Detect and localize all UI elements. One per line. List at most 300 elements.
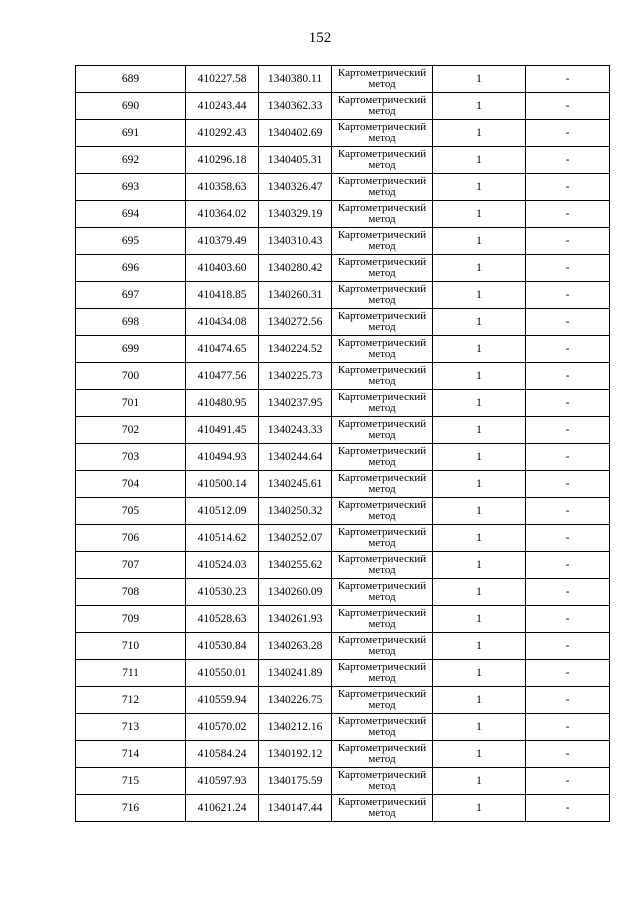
- method-line-1: Картометрический: [337, 634, 427, 646]
- accuracy-value: 1: [476, 288, 482, 301]
- x-coordinate: 410379.49: [197, 234, 247, 247]
- table-row: [76, 201, 610, 228]
- accuracy-value: 1: [476, 666, 482, 679]
- point-number: 715: [121, 774, 140, 787]
- x-coordinate-cell: [186, 201, 259, 228]
- accuracy-cell: [433, 282, 526, 309]
- x-coordinate-cell: [186, 687, 259, 714]
- point-number-cell: [76, 660, 186, 687]
- description-value: -: [565, 315, 570, 328]
- description-value: -: [565, 504, 570, 517]
- x-coordinate: 410550.01: [197, 666, 247, 679]
- description-cell: [526, 147, 610, 174]
- point-number: 696: [121, 261, 140, 274]
- point-number-cell: [76, 228, 186, 255]
- y-coordinate-cell: [259, 93, 332, 120]
- point-number: 692: [121, 153, 140, 166]
- y-coordinate-cell: [259, 579, 332, 606]
- method-cell: [332, 336, 433, 363]
- y-coordinate-cell: [259, 282, 332, 309]
- y-coordinate-cell: [259, 471, 332, 498]
- method-line-2: метод: [368, 780, 396, 792]
- y-coordinate-cell: [259, 201, 332, 228]
- point-number-cell: [76, 687, 186, 714]
- method-cell: [332, 471, 433, 498]
- accuracy-cell: [433, 174, 526, 201]
- page-number: 152: [308, 30, 332, 46]
- method-line-2: метод: [368, 321, 396, 333]
- method-line-1: Картометрический: [337, 337, 427, 349]
- description-cell: [526, 201, 610, 228]
- accuracy-cell: [433, 471, 526, 498]
- point-number-cell: [76, 255, 186, 282]
- accuracy-value: 1: [476, 369, 482, 382]
- description-cell: [526, 660, 610, 687]
- description-value: -: [565, 558, 570, 571]
- x-coordinate-cell: [186, 795, 259, 822]
- method-cell: [332, 309, 433, 336]
- method-cell: [332, 498, 433, 525]
- x-coordinate-cell: [186, 390, 259, 417]
- description-value: -: [565, 720, 570, 733]
- description-value: -: [565, 774, 570, 787]
- x-coordinate-cell: [186, 498, 259, 525]
- method-cell: [332, 282, 433, 309]
- y-coordinate-cell: [259, 120, 332, 147]
- method-line-1: Картометрический: [337, 391, 427, 403]
- table-row: [76, 363, 610, 390]
- method-line-2: метод: [368, 672, 396, 684]
- accuracy-value: 1: [476, 396, 482, 409]
- method-line-2: метод: [368, 591, 396, 603]
- accuracy-value: 1: [476, 207, 482, 220]
- point-number: 700: [121, 369, 140, 382]
- method-line-1: Картометрический: [337, 202, 427, 214]
- method-line-2: метод: [368, 348, 396, 360]
- point-number: 704: [121, 477, 140, 490]
- table-row: [76, 633, 610, 660]
- description-value: -: [565, 342, 570, 355]
- table-row: [76, 714, 610, 741]
- point-number: 697: [121, 288, 140, 301]
- description-value: -: [565, 153, 570, 166]
- point-number: 713: [121, 720, 140, 733]
- method-cell: [332, 606, 433, 633]
- x-coordinate-cell: [186, 282, 259, 309]
- y-coordinate-cell: [259, 309, 332, 336]
- method-line-2: метод: [368, 78, 396, 90]
- method-line-1: Картометрический: [337, 688, 427, 700]
- x-coordinate-cell: [186, 444, 259, 471]
- x-coordinate: 410559.94: [197, 693, 247, 706]
- accuracy-cell: [433, 795, 526, 822]
- point-number: 707: [121, 558, 140, 571]
- y-coordinate: 1340272.56: [267, 315, 323, 328]
- y-coordinate-cell: [259, 336, 332, 363]
- table-row: [76, 282, 610, 309]
- method-line-1: Картометрический: [337, 769, 427, 781]
- description-cell: [526, 282, 610, 309]
- method-line-1: Картометрический: [337, 499, 427, 511]
- point-number-cell: [76, 444, 186, 471]
- description-cell: [526, 471, 610, 498]
- accuracy-value: 1: [476, 315, 482, 328]
- point-number: 708: [121, 585, 140, 598]
- x-coordinate: 410621.24: [197, 801, 247, 814]
- accuracy-cell: [433, 606, 526, 633]
- x-coordinate: 410524.03: [197, 558, 247, 571]
- table-row: [76, 498, 610, 525]
- accuracy-value: 1: [476, 504, 482, 517]
- point-number-cell: [76, 309, 186, 336]
- method-line-1: Картометрический: [337, 121, 427, 133]
- description-value: -: [565, 126, 570, 139]
- y-coordinate: 1340380.11: [267, 72, 323, 85]
- y-coordinate-cell: [259, 417, 332, 444]
- accuracy-cell: [433, 552, 526, 579]
- method-cell: [332, 120, 433, 147]
- method-line-1: Картометрический: [337, 526, 427, 538]
- x-coordinate-cell: [186, 255, 259, 282]
- accuracy-cell: [433, 309, 526, 336]
- x-coordinate-cell: [186, 525, 259, 552]
- x-coordinate: 410480.95: [197, 396, 247, 409]
- table-row: [76, 687, 610, 714]
- method-line-1: Картометрический: [337, 148, 427, 160]
- x-coordinate-cell: [186, 417, 259, 444]
- point-number-cell: [76, 336, 186, 363]
- accuracy-cell: [433, 255, 526, 282]
- method-line-1: Картометрический: [337, 283, 427, 295]
- description-value: -: [565, 396, 570, 409]
- point-number-cell: [76, 201, 186, 228]
- y-coordinate: 1340326.47: [267, 180, 323, 193]
- point-number: 698: [121, 315, 140, 328]
- point-number-cell: [76, 741, 186, 768]
- y-coordinate-cell: [259, 255, 332, 282]
- accuracy-cell: [433, 444, 526, 471]
- method-cell: [332, 795, 433, 822]
- description-cell: [526, 66, 610, 93]
- method-line-2: метод: [368, 186, 396, 198]
- x-coordinate: 410528.63: [197, 612, 247, 625]
- method-line-1: Картометрический: [337, 661, 427, 673]
- y-coordinate: 1340237.95: [267, 396, 323, 409]
- method-line-2: метод: [368, 159, 396, 171]
- x-coordinate: 410512.09: [197, 504, 247, 517]
- method-cell: [332, 552, 433, 579]
- table-row: [76, 525, 610, 552]
- method-line-1: Картометрический: [337, 580, 427, 592]
- y-coordinate-cell: [259, 66, 332, 93]
- description-cell: [526, 336, 610, 363]
- description-cell: [526, 687, 610, 714]
- description-cell: [526, 228, 610, 255]
- y-coordinate-cell: [259, 660, 332, 687]
- table-row: [76, 120, 610, 147]
- y-coordinate-cell: [259, 444, 332, 471]
- description-value: -: [565, 99, 570, 112]
- method-line-2: метод: [368, 618, 396, 630]
- description-cell: [526, 174, 610, 201]
- x-coordinate: 410358.63: [197, 180, 247, 193]
- y-coordinate: 1340280.42: [267, 261, 323, 274]
- y-coordinate: 1340212.16: [267, 720, 323, 733]
- description-value: -: [565, 693, 570, 706]
- x-coordinate: 410500.14: [197, 477, 247, 490]
- x-coordinate: 410491.45: [197, 423, 247, 436]
- accuracy-value: 1: [476, 423, 482, 436]
- x-coordinate: 410570.02: [197, 720, 247, 733]
- point-number-cell: [76, 417, 186, 444]
- method-cell: [332, 147, 433, 174]
- y-coordinate: 1340261.93: [267, 612, 323, 625]
- method-line-1: Картометрический: [337, 607, 427, 619]
- method-line-2: метод: [368, 483, 396, 495]
- accuracy-cell: [433, 579, 526, 606]
- accuracy-value: 1: [476, 153, 482, 166]
- x-coordinate-cell: [186, 768, 259, 795]
- coordinates-table: [75, 65, 610, 822]
- x-coordinate: 410477.56: [197, 369, 247, 382]
- description-cell: [526, 444, 610, 471]
- method-line-2: метод: [368, 726, 396, 738]
- description-value: -: [565, 261, 570, 274]
- y-coordinate: 1340226.75: [267, 693, 323, 706]
- accuracy-cell: [433, 201, 526, 228]
- method-line-2: метод: [368, 537, 396, 549]
- x-coordinate-cell: [186, 309, 259, 336]
- description-value: -: [565, 585, 570, 598]
- description-cell: [526, 579, 610, 606]
- y-coordinate-cell: [259, 714, 332, 741]
- method-line-1: Картометрический: [337, 742, 427, 754]
- point-number-cell: [76, 714, 186, 741]
- accuracy-cell: [433, 525, 526, 552]
- y-coordinate-cell: [259, 228, 332, 255]
- point-number: 693: [121, 180, 140, 193]
- point-number-cell: [76, 498, 186, 525]
- x-coordinate-cell: [186, 228, 259, 255]
- x-coordinate: 410403.60: [197, 261, 247, 274]
- point-number-cell: [76, 525, 186, 552]
- method-line-2: метод: [368, 510, 396, 522]
- accuracy-value: 1: [476, 477, 482, 490]
- accuracy-cell: [433, 390, 526, 417]
- method-line-2: метод: [368, 699, 396, 711]
- y-coordinate-cell: [259, 795, 332, 822]
- point-number-cell: [76, 768, 186, 795]
- point-number-cell: [76, 174, 186, 201]
- y-coordinate: 1340260.09: [267, 585, 323, 598]
- point-number-cell: [76, 795, 186, 822]
- y-coordinate: 1340252.07: [267, 531, 323, 544]
- x-coordinate: 410514.62: [197, 531, 247, 544]
- x-coordinate: 410434.08: [197, 315, 247, 328]
- y-coordinate-cell: [259, 741, 332, 768]
- point-number: 695: [121, 234, 140, 247]
- x-coordinate-cell: [186, 93, 259, 120]
- point-number-cell: [76, 552, 186, 579]
- description-cell: [526, 93, 610, 120]
- method-cell: [332, 363, 433, 390]
- description-value: -: [565, 369, 570, 382]
- method-line-2: метод: [368, 375, 396, 387]
- method-line-1: Картометрический: [337, 796, 427, 808]
- accuracy-cell: [433, 93, 526, 120]
- y-coordinate: 1340241.89: [267, 666, 323, 679]
- table-row: [76, 444, 610, 471]
- point-number: 712: [121, 693, 140, 706]
- method-line-1: Картометрический: [337, 418, 427, 430]
- method-cell: [332, 93, 433, 120]
- method-cell: [332, 687, 433, 714]
- point-number: 711: [122, 666, 139, 679]
- point-number: 691: [121, 126, 140, 139]
- method-line-2: метод: [368, 105, 396, 117]
- method-line-1: Картометрический: [337, 175, 427, 187]
- accuracy-value: 1: [476, 639, 482, 652]
- table-row: [76, 174, 610, 201]
- x-coordinate: 410418.85: [197, 288, 247, 301]
- x-coordinate: 410227.58: [197, 72, 247, 85]
- x-coordinate: 410597.93: [197, 774, 247, 787]
- point-number-cell: [76, 606, 186, 633]
- accuracy-value: 1: [476, 342, 482, 355]
- description-value: -: [565, 666, 570, 679]
- method-cell: [332, 741, 433, 768]
- description-value: -: [565, 747, 570, 760]
- y-coordinate-cell: [259, 768, 332, 795]
- description-cell: [526, 741, 610, 768]
- y-coordinate: 1340260.31: [267, 288, 323, 301]
- table-row: [76, 660, 610, 687]
- point-number: 699: [121, 342, 140, 355]
- x-coordinate-cell: [186, 363, 259, 390]
- x-coordinate-cell: [186, 741, 259, 768]
- x-coordinate: 410530.23: [197, 585, 247, 598]
- x-coordinate-cell: [186, 66, 259, 93]
- description-cell: [526, 309, 610, 336]
- point-number-cell: [76, 93, 186, 120]
- method-line-1: Картометрический: [337, 94, 427, 106]
- y-coordinate: 1340362.33: [267, 99, 323, 112]
- description-cell: [526, 768, 610, 795]
- method-cell: [332, 714, 433, 741]
- x-coordinate: 410474.65: [197, 342, 247, 355]
- y-coordinate-cell: [259, 525, 332, 552]
- method-line-2: метод: [368, 267, 396, 279]
- point-number-cell: [76, 120, 186, 147]
- method-line-1: Картометрический: [337, 445, 427, 457]
- y-coordinate: 1340244.64: [267, 450, 323, 463]
- table-row: [76, 336, 610, 363]
- x-coordinate-cell: [186, 552, 259, 579]
- description-value: -: [565, 72, 570, 85]
- method-line-2: метод: [368, 213, 396, 225]
- y-coordinate: 1340310.43: [267, 234, 323, 247]
- accuracy-cell: [433, 417, 526, 444]
- accuracy-cell: [433, 741, 526, 768]
- x-coordinate: 410296.18: [197, 153, 247, 166]
- method-cell: [332, 255, 433, 282]
- table-row: [76, 228, 610, 255]
- y-coordinate: 1340402.69: [267, 126, 323, 139]
- method-line-1: Картометрический: [337, 553, 427, 565]
- y-coordinate-cell: [259, 174, 332, 201]
- method-line-2: метод: [368, 240, 396, 252]
- point-number-cell: [76, 633, 186, 660]
- point-number-cell: [76, 363, 186, 390]
- accuracy-value: 1: [476, 774, 482, 787]
- table-row: [76, 552, 610, 579]
- point-number: 702: [121, 423, 140, 436]
- point-number: 716: [121, 801, 140, 814]
- x-coordinate-cell: [186, 471, 259, 498]
- y-coordinate: 1340243.33: [267, 423, 323, 436]
- accuracy-value: 1: [476, 801, 482, 814]
- point-number: 703: [121, 450, 140, 463]
- accuracy-cell: [433, 66, 526, 93]
- method-cell: [332, 228, 433, 255]
- description-cell: [526, 714, 610, 741]
- method-line-2: метод: [368, 753, 396, 765]
- point-number: 690: [121, 99, 140, 112]
- accuracy-cell: [433, 768, 526, 795]
- method-line-2: метод: [368, 564, 396, 576]
- x-coordinate-cell: [186, 714, 259, 741]
- description-cell: [526, 390, 610, 417]
- y-coordinate-cell: [259, 363, 332, 390]
- y-coordinate: 1340225.73: [267, 369, 323, 382]
- point-number-cell: [76, 147, 186, 174]
- x-coordinate-cell: [186, 120, 259, 147]
- description-value: -: [565, 801, 570, 814]
- x-coordinate: 410530.84: [197, 639, 247, 652]
- y-coordinate: 1340255.62: [267, 558, 323, 571]
- accuracy-value: 1: [476, 558, 482, 571]
- table-row: [76, 93, 610, 120]
- x-coordinate-cell: [186, 336, 259, 363]
- x-coordinate: 410292.43: [197, 126, 247, 139]
- description-cell: [526, 552, 610, 579]
- accuracy-cell: [433, 633, 526, 660]
- x-coordinate-cell: [186, 147, 259, 174]
- point-number: 694: [121, 207, 140, 220]
- method-line-1: Картометрический: [337, 229, 427, 241]
- accuracy-cell: [433, 120, 526, 147]
- method-line-2: метод: [368, 645, 396, 657]
- accuracy-cell: [433, 147, 526, 174]
- method-cell: [332, 660, 433, 687]
- point-number-cell: [76, 282, 186, 309]
- accuracy-value: 1: [476, 531, 482, 544]
- table-row: [76, 147, 610, 174]
- accuracy-value: 1: [476, 747, 482, 760]
- description-cell: [526, 795, 610, 822]
- accuracy-value: 1: [476, 234, 482, 247]
- description-value: -: [565, 639, 570, 652]
- description-value: -: [565, 423, 570, 436]
- description-cell: [526, 255, 610, 282]
- x-coordinate-cell: [186, 660, 259, 687]
- method-line-1: Картометрический: [337, 472, 427, 484]
- description-cell: [526, 417, 610, 444]
- point-number-cell: [76, 471, 186, 498]
- table-row: [76, 471, 610, 498]
- y-coordinate: 1340175.59: [267, 774, 323, 787]
- method-cell: [332, 579, 433, 606]
